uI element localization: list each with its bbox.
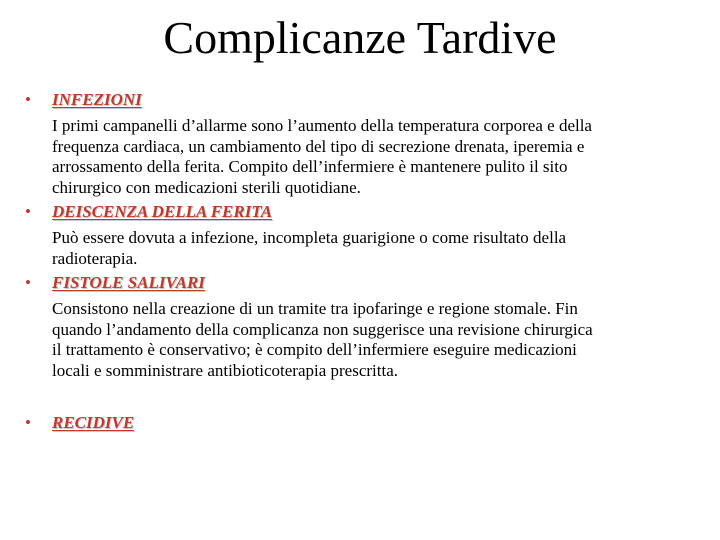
list-item-fistole [22,271,698,381]
bullet-icon: • [25,273,31,292]
description-line: arrossamento della ferita. Compito dell’infermiere è mantenere pulito il sito [52,157,568,176]
description-line: radioterapia. [52,248,138,268]
bullet-icon: • [25,413,31,432]
item-heading: RECIDIVE [52,413,135,432]
item-heading: DEISCENZA DELLA FERITA [52,202,273,221]
bullet-icon: • [25,90,31,109]
description-line: Consistono nella creazione di un tramite tra ipofaringe e regione stomale. Fin [52,299,578,318]
description-line: chirurgico con medicazioni sterili quotidiane. [52,177,361,197]
list-item-deiscenza [22,200,698,269]
description-line: I primi campanelli d’allarme sono l’aumento della temperatura corporea e della [52,116,592,135]
bullet-list [22,88,698,435]
description-line: frequenza cardiaca, un cambiamento del tipo di secrezione drenata, iperemia e [52,136,585,156]
item-description [52,299,698,381]
description-line: quando l’andamento della complicanza non suggerisce una revisione chirurgica [52,319,593,339]
description-line: il trattamento è conservativo; è compito dell’infermiere eseguire medicazioni [52,340,577,359]
item-description [52,228,698,269]
description-line: Può essere dovuta a infezione, incompleta guarigione o come risultato della [52,228,567,247]
item-heading: FISTOLE SALIVARI [52,273,205,292]
bullet-icon: • [25,202,31,221]
slide-title: Complicanze Tardive [163,12,557,63]
description-line: locali e somministrare antibioticoterapia prescritta. [52,360,399,380]
list-item-infezioni [22,88,698,198]
item-description [52,116,698,198]
item-heading: INFEZIONI [52,90,142,109]
list-item-recidive [22,411,698,435]
